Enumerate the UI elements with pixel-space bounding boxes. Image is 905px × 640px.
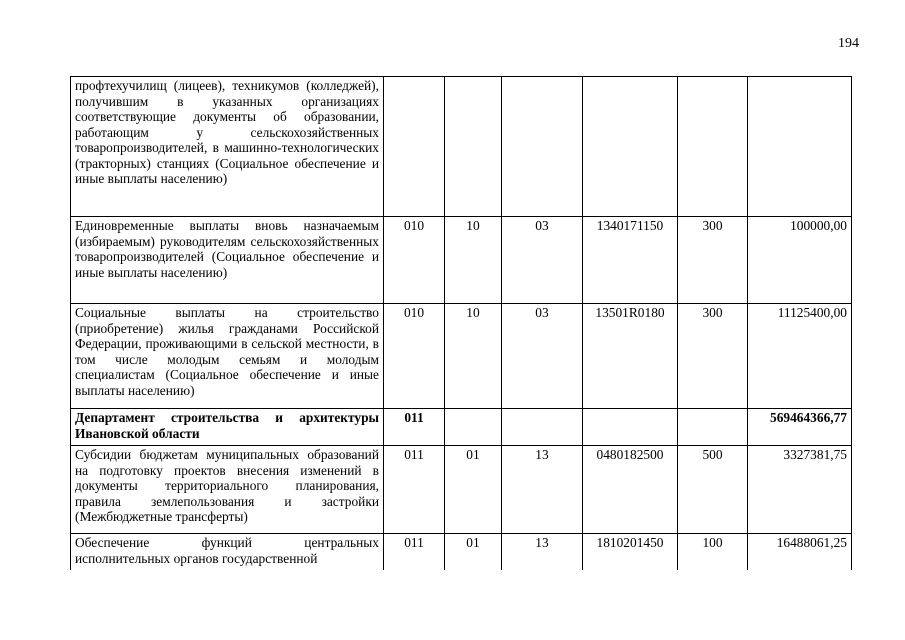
table-row <box>71 217 852 304</box>
amount: 100000,00 <box>748 217 852 304</box>
table-row <box>71 446 852 534</box>
ministry-code <box>384 77 445 217</box>
expense-type-code <box>678 409 748 446</box>
section-code <box>445 77 502 217</box>
section-code: 01 <box>445 446 502 534</box>
target-article-code <box>583 77 678 217</box>
subsection-code: 13 <box>502 534 583 570</box>
target-article-code: 13501R0180 <box>583 304 678 409</box>
subsection-code <box>502 409 583 446</box>
amount <box>748 77 852 217</box>
row-description: Обеспечение функций центральных исполнительных органов государственной <box>71 534 384 570</box>
section-code: 01 <box>445 534 502 570</box>
section-code <box>445 409 502 446</box>
subsection-code <box>502 77 583 217</box>
amount: 569464366,77 <box>748 409 852 446</box>
expense-type-code: 500 <box>678 446 748 534</box>
target-article-code <box>583 409 678 446</box>
row-description: Социальные выплаты на строительство (приобретение) жилья гражданами Российской Федерации, проживающими в сельской местности, в том числе молодым семьям и молодым специалистам (Социальное обеспечение и иные выплаты населению) <box>71 304 384 409</box>
target-article-code: 1340171150 <box>583 217 678 304</box>
table-row <box>71 77 852 217</box>
amount: 16488061,25 <box>748 534 852 570</box>
row-description: Субсидии бюджетам муниципальных образований на подготовку проектов внесения изменений в документы территориального планирования, правила землепользования и застройки (Межбюджетные трансферты) <box>71 446 384 534</box>
row-description: Единовременные выплаты вновь назначаемым (избираемым) руководителям сельскохозяйственных товаропроизводителей (Социальное обеспечение и иные выплаты населению) <box>71 217 384 304</box>
table-row <box>71 409 852 446</box>
page-number: 194 <box>838 36 859 51</box>
expense-type-code: 300 <box>678 304 748 409</box>
section-code: 10 <box>445 304 502 409</box>
ministry-code: 011 <box>384 409 445 446</box>
target-article-code: 0480182500 <box>583 446 678 534</box>
budget-table <box>70 76 852 570</box>
table-row <box>71 304 852 409</box>
subsection-code: 13 <box>502 446 583 534</box>
row-description: Департамент строительства и архитектуры Ивановской области <box>71 409 384 446</box>
section-code: 10 <box>445 217 502 304</box>
ministry-code: 010 <box>384 217 445 304</box>
ministry-code: 011 <box>384 534 445 570</box>
subsection-code: 03 <box>502 304 583 409</box>
expense-type-code <box>678 77 748 217</box>
expense-type-code: 100 <box>678 534 748 570</box>
target-article-code: 1810201450 <box>583 534 678 570</box>
ministry-code: 011 <box>384 446 445 534</box>
expense-type-code: 300 <box>678 217 748 304</box>
table-row <box>71 534 852 570</box>
row-description: профтехучилищ (лицеев), техникумов (колледжей), получившим в указанных организациях соответствующие документы об образовании, работающим у сельскохозяйственных товаропроизводителей, в машинно-технологических (тракторных) станциях (Социальное обеспечение и иные выплаты населению) <box>71 77 384 217</box>
ministry-code: 010 <box>384 304 445 409</box>
amount: 11125400,00 <box>748 304 852 409</box>
amount: 3327381,75 <box>748 446 852 534</box>
subsection-code: 03 <box>502 217 583 304</box>
